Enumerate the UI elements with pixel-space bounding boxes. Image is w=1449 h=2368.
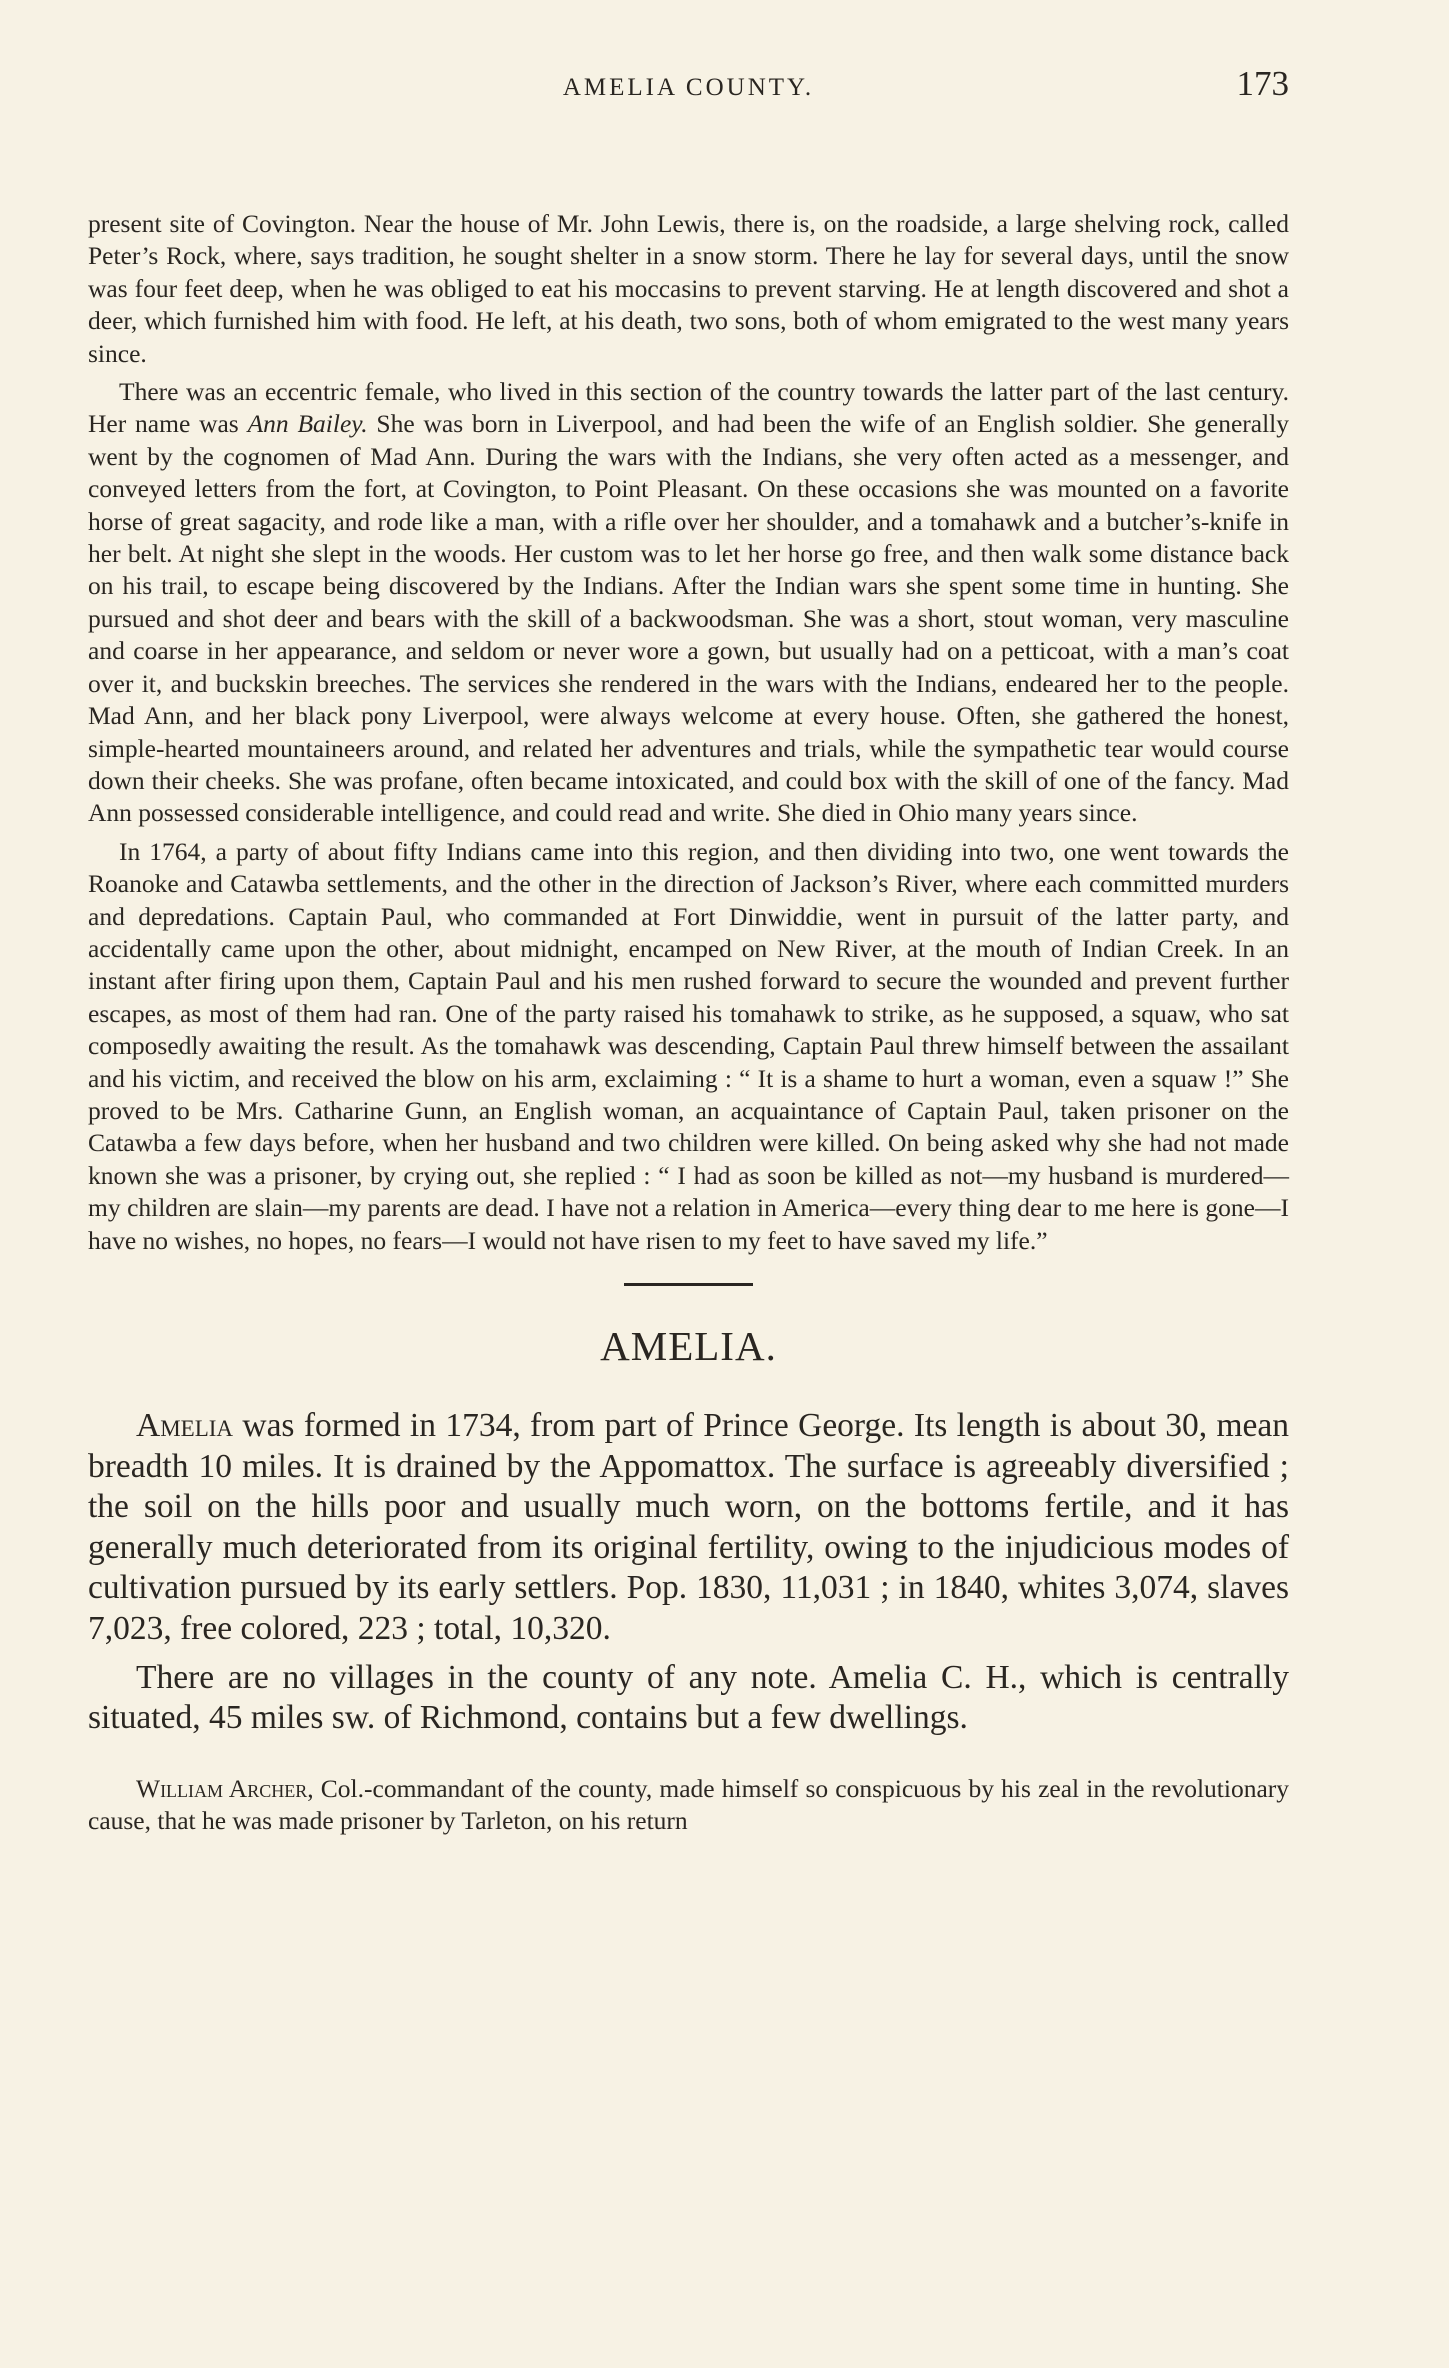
- paragraph-continuation: present site of Covington. Near the house of Mr. John Lewis, there is, on the roadside, a large shelving rock, called Peter’s Rock, where, says tradition, he sought shelter in a snow storm. There he lay for several days, until the snow was four feet deep, when he was obliged to eat his moccasins to prevent starving. He at length discovered and shot a deer, which furnished him with food. He left, at his death, two sons, both of whom emigrated to the west many years since.: [88, 209, 1289, 368]
- section-lead-word: Amelia: [136, 1407, 234, 1444]
- section-body: [88, 1406, 1289, 1739]
- section-divider: [624, 1283, 753, 1286]
- body-text: [88, 208, 1289, 1257]
- section-paragraph-2: There are no villages in the county of any note. Amelia C. H., which is centrally situated, 45 miles sw. of Richmond, contains but a few dwellings.: [88, 1658, 1289, 1737]
- section-title: AMELIA.: [600, 1323, 777, 1369]
- paragraph-mad-ann: [88, 376, 1289, 830]
- footnote-text: Col.-commandant of the county, made himself so conspicuous by his zeal in the revolutionary cause, that he was made prisoner by Tarleton, on his return: [88, 1773, 1290, 1836]
- running-title: AMELIA COUNTY.: [562, 74, 815, 101]
- page-number: 173: [1236, 64, 1289, 103]
- paragraph-mad-ann-start: There was an eccentric female, who lived in this section of the country towards the latter part of the last century. Her name was: [88, 377, 1289, 439]
- name-ann-bailey: Ann Bailey.: [247, 409, 368, 439]
- section-paragraph-1-text: was formed in 1734, from part of Prince George. Its length is about 30, mean breadth 10 miles. It is drained by the Appomattox. The surface is agreeably diversified ; the soil on the hills poor and usually much worn, on the bottoms fertile, and it has generally much deteriorated from its original fertility, owing to the injudicious modes of cultivation pursued by its early settlers. Pop. 1830, 11,031 ; in 1840, whites 3,074, slaves 7,023, free colored, 223 ; total, 10,320.: [88, 1407, 1289, 1647]
- running-head: [88, 64, 1289, 124]
- footnote-william-archer: [88, 1773, 1289, 1838]
- section-paragraph-1: [88, 1406, 1289, 1650]
- paragraph-mad-ann-rest: She was born in Liverpool, and had been the wife of an English soldier. She generally went by the cognomen of Mad Ann. During the wars with the Indians, she very often acted as a messenger, and conveyed letters from the fort, at Covington, to Point Pleasant. On these occasions she was mounted on a favorite horse of great sagacity, and rode like a man, with a rifle over her shoulder, and a tomahawk and a butcher’s-knife in her belt. At night she slept in the woods. Her custom was to let her horse go free, and then walk some distance back on his trail, to escape being discovered by the Indians. After the Indian wars she spent some time in hunting. She pursued and shot deer and bears with the skill of a backwoodsman. She was a short, stout woman, very masculine and coarse in her appearance, and seldom or never wore a gown, but usually had on a petticoat, with a man’s coat over it, and buckskin breeches. The services she rendered in the wars with the Indians, endeared her to the people. Mad Ann, and her black pony Liverpool, were always welcome at every house. Often, she gathered the honest, simple-hearted mountaineers around, and related her adventures and trials, while the sympathetic tear would course down their cheeks. She was profane, often became intoxicated, and could box with the skill of one of the fancy. Mad Ann possessed considerable intelligence, and could read and write. She died in Ohio many years since.: [88, 409, 1290, 828]
- paragraph-captain-paul: In 1764, a party of about fifty Indians came into this region, and then dividing into two, one went towards the Roanoke and Catawba settlements, and the other in the direction of Jackson’s River, where each committed murders and depredations. Captain Paul, who commanded at Fort Dinwiddie, went in pursuit of the latter party, and accidentally came upon the other, about midnight, encamped on New River, at the mouth of Indian Creek. In an instant after firing upon them, Captain Paul and his men rushed forward to secure the wounded and prevent further escapes, as most of them had ran. One of the party raised his tomahawk to strike, as he supposed, a squaw, who sat composedly awaiting the result. As the tomahawk was descending, Captain Paul threw himself between the assailant and his victim, and received the blow on his arm, exclaiming : “ It is a shame to hurt a woman, even a squaw !” She proved to be Mrs. Catharine Gunn, an English woman, an acquaintance of Captain Paul, taken prisoner on the Catawba a few days before, when her husband and two children were killed. On being asked why she had not made known she was a prisoner, by crying out, she replied : “ I had as soon be killed as not—my husband is murdered—my children are slain—my parents are dead. I have not a relation in America—every thing dear to me here is gone—I have no wishes, no hopes, no fears—I would not have risen to my feet to have saved my life.”: [88, 836, 1289, 1255]
- footnote-lead-name: William Archer,: [136, 1773, 314, 1803]
